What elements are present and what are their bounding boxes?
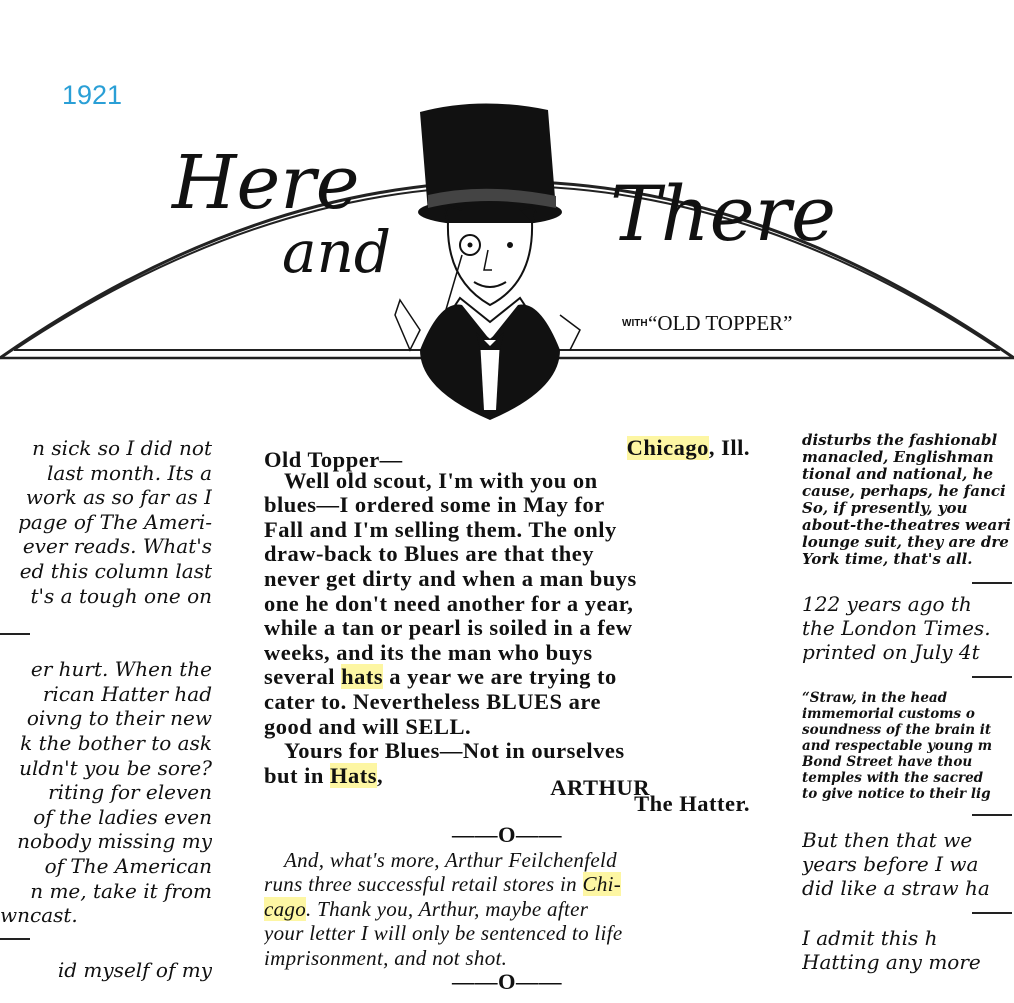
right-line: the London Times. [802,616,991,640]
left-line: n me, take it from [30,878,212,903]
middle-column [264,436,750,995]
place-rest: , Ill. [708,436,750,460]
right-line: manacled, Englishman [802,448,994,466]
signature-title: The Hatter. [634,791,750,817]
letter-line: cater to. Nevertheless BLUES are [264,688,601,714]
right-line: 122 years ago th [802,592,972,616]
letter-line: one he don't need another for a year, [264,590,634,616]
text-segment: several [264,664,342,690]
text-segment: runs three successful retail stores in [264,872,583,897]
right-line: “Straw, in the head [802,690,948,706]
letter-line: Well old scout, I'm with you on [284,467,598,493]
right-line: did like a straw ha [802,876,990,900]
left-line: nobody missing my [17,829,212,854]
text-segment: , [377,762,384,788]
right-line: soundness of the brain it [802,722,992,738]
signature-name: ARTHUR [550,774,650,800]
left-line: riting for eleven [48,780,212,805]
left-line: n sick so I did not [32,436,212,460]
comment-line [264,872,750,897]
left-line: of The American [44,853,212,878]
top-hat-icon [418,103,562,226]
right-line: Bond Street have thou [802,754,973,770]
byline-prefix: WITH [622,318,648,329]
right-line: immemorial customs o [802,706,975,722]
left-rule [0,633,30,635]
closing-hats-highlight: Hats [330,762,378,788]
right-rule [972,582,1012,584]
right-line: and respectable young m [802,738,992,754]
right-rule [972,912,1012,914]
left-line: id myself of my [57,957,212,982]
left-line: rican Hatter had [42,681,212,706]
spacer [0,608,212,633]
left-rule [0,938,30,940]
left-line: ever reads. What's [22,534,212,559]
right-line: York time, that's all. [802,550,973,568]
chicago-highlight: cago [264,896,307,921]
letter-line: while a tan or pearl is soiled in a few [264,615,633,641]
right-line: So, if presently, you [802,499,968,517]
left-line: page of The Ameri- [18,509,212,534]
letter-line: draw-back to Blues are that they [264,541,594,567]
left-line: ed this column last [19,558,212,583]
left-line: er hurt. When the [30,657,212,682]
left-line: oivng to their new [26,706,212,731]
separator: ——O—— [451,969,562,995]
left-column [0,436,212,1003]
right-rule [972,676,1012,678]
hats-highlight: hats [341,664,384,690]
masthead-illustration [0,100,1014,430]
left-line: last month. Its a [47,460,212,485]
byline-text: “OLD TOPPER” [648,311,793,335]
right-line: about-the-theatres weari [802,516,1011,534]
right-rule [972,814,1012,816]
salutation: Old Topper— [264,447,403,472]
text-segment: but in [264,762,331,788]
right-line: tional and national, he [802,465,993,483]
year-label: 1921 [62,80,123,110]
chicago-highlight: Chi- [582,872,622,897]
right-line: I admit this h [802,926,938,950]
letter-line: blues—I ordered some in May for [264,492,605,518]
comment-line: imprisonment, and not shot. [264,945,508,970]
left-line: of the ladies even [33,804,212,829]
separator: ——O—— [451,821,562,847]
right-line: lounge suit, they are dre [802,533,1009,551]
right-line: printed on July 4t [802,640,980,664]
closing-hats-line [264,764,383,801]
left-line: k the bother to ask [20,730,212,755]
left-line: wncast. [0,903,78,928]
place-line [627,436,750,473]
left-line: work as so far as I [25,485,212,510]
masthead-word-and: and [282,218,392,286]
closing-line: Yours for Blues—Not in ourselves [284,738,625,764]
right-line: But then that we [802,828,973,852]
comment-line: And, what's more, Arthur Feilchenfeld [284,847,617,872]
right-line: years before I wa [802,852,979,876]
letter-line: weeks, and its the man who buys [264,639,593,665]
right-line: Hatting any more [802,950,981,974]
masthead-word-there: There [610,169,836,258]
right-line: disturbs the fashionabl [802,432,998,449]
right-line: cause, perhaps, he fanci [802,482,1006,500]
right-line: temples with the sacred [802,770,984,786]
letter-line: Fall and I'm selling them. The only [264,516,617,542]
letter-line: never get dirty and when a man buys [264,565,637,591]
right-column [802,432,1014,1003]
text-segment: a year we are trying to [383,664,617,690]
masthead-word-here: Here [172,140,360,226]
left-line: t's a tough one on [30,583,212,608]
left-line: uldn't you be sore? [19,755,212,780]
letter-line: good and will SELL. [264,713,472,739]
comment-line [264,897,750,922]
right-line: to give notice to their lig [802,786,991,802]
letter-body [264,469,750,995]
comment-line: your letter I will only be sentenced to life [264,921,623,946]
text-segment: . Thank you, Arthur, maybe after [306,896,589,921]
old-topper-portrait-icon [395,207,580,420]
place-highlight: Chicago [626,436,709,460]
letter-line-hats [264,665,750,690]
